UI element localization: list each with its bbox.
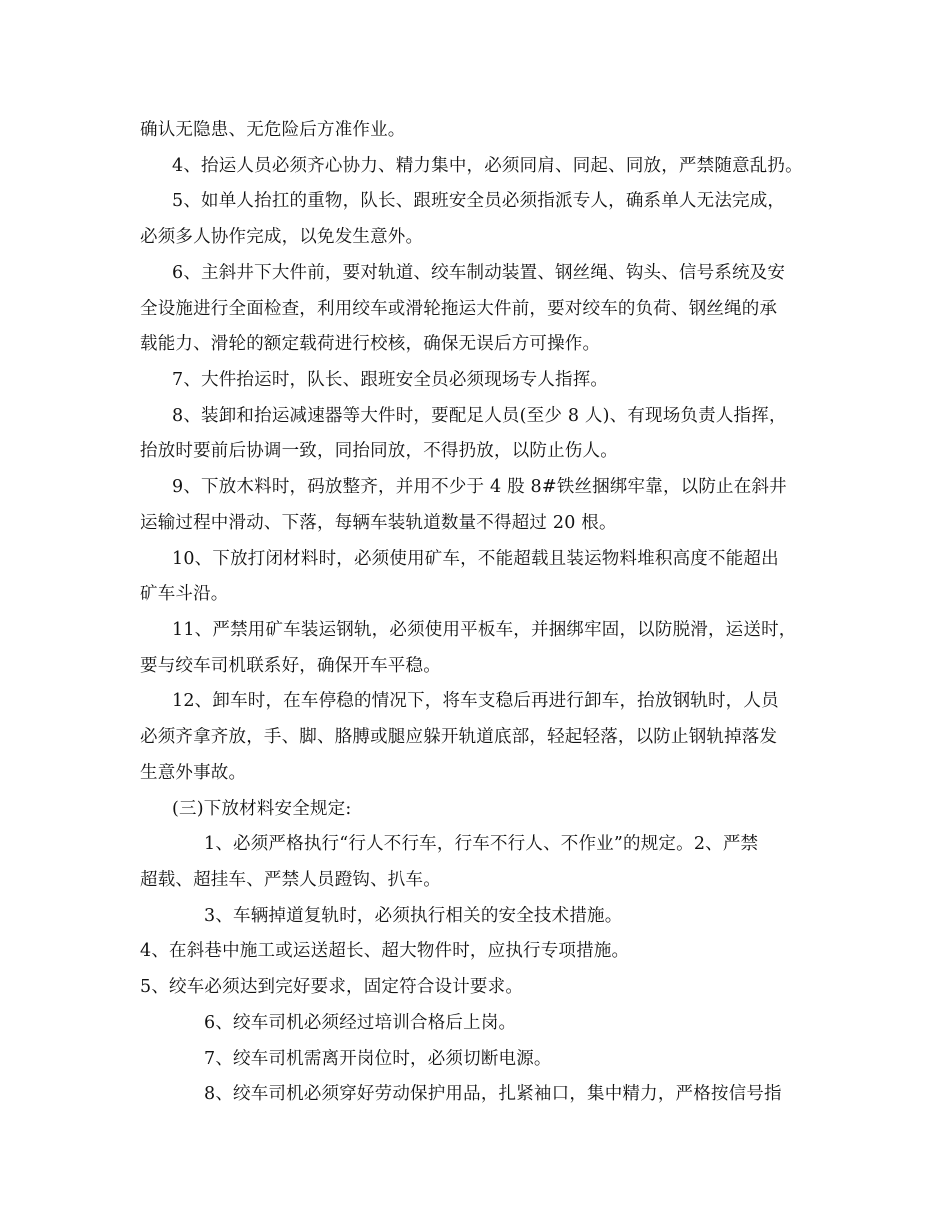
text-line: 必须齐拿齐放，手、脚、胳膊或腿应躲开轨道底部，轻起轻落，以防止钢轨掉落发: [140, 727, 778, 747]
text-line: 超载、超挂车、严禁人员蹬钩、扒车。: [140, 870, 441, 890]
text-line: 6、绞车司机必须经过培训合格后上岗。: [204, 1013, 517, 1033]
text-line: 矿车斗沿。: [140, 584, 229, 604]
text-line: 必须多人协作完成，以免发生意外。: [140, 227, 424, 247]
text-line: 3、车辆掉道复轨时，必须执行相关的安全技术措施。: [204, 906, 623, 926]
text-line: 10、下放打闭材料时，必须使用矿车，不能超载且装运物料堆积高度不能超出: [172, 549, 779, 569]
text-line: 12、卸车时，在车停稳的情况下，将车支稳后再进行卸车，抬放钢轨时，人员: [172, 691, 779, 711]
text-line: 1、必须严格执行“行人不行车，行车不行人、不作业”的规定。2、严禁: [204, 834, 759, 854]
text-line: 8、绞车司机必须穿好劳动保护用品，扎紧袖口，集中精力，严格按信号指: [204, 1084, 782, 1104]
section-heading: (三)下放材料安全规定:: [172, 799, 352, 819]
text-line: 7、绞车司机需离开岗位时，必须切断电源。: [204, 1049, 552, 1069]
text-line: 全设施进行全面检查，利用绞车或滑轮拖运大件前，要对绞车的负荷、钢丝绳的承: [140, 299, 778, 319]
text-line: 生意外事故。: [140, 763, 247, 783]
text-line: 8、装卸和抬运减速器等大件时，要配足人员(至少 8 人)、有现场负责人指挥，: [172, 406, 787, 426]
text-line: 11、严禁用矿车装运钢轨，必须使用平板车，并捆绑牢固，以防脱滑，运送时，: [172, 620, 797, 640]
text-line: 要与绞车司机联系好，确保开车平稳。: [140, 656, 441, 676]
text-line: 运输过程中滑动、下落，每辆车装轨道数量不得超过 20 根。: [140, 513, 617, 533]
text-line: 4、在斜巷中施工或运送超长、超大物件时，应执行专项措施。: [140, 941, 630, 961]
text-line: 载能力、滑轮的额定载荷进行校核，确保无误后方可操作。: [140, 334, 601, 354]
text-line: 4、抬运人员必须齐心协力、精力集中，必须同肩、同起、同放，严禁随意乱扔。: [172, 156, 803, 176]
text-line: 9、下放木料时，码放整齐，并用不少于 4 股 8#铁丝捆绑牢靠，以防止在斜井: [172, 477, 787, 497]
text-line: 7、大件抬运时，队长、跟班安全员必须现场专人指挥。: [172, 370, 609, 390]
text-line: 5、绞车必须达到完好要求，固定符合设计要求。: [140, 977, 524, 997]
text-line: 确认无隐患、无危险后方准作业。: [140, 120, 406, 140]
text-line: 6、主斜井下大件前，要对轨道、绞车制动装置、钢丝绳、钩头、信号系统及安: [172, 263, 786, 283]
text-line: 5、如单人抬扛的重物，队长、跟班安全员必须指派专人，确系单人无法完成，: [172, 191, 786, 211]
text-line: 抬放时要前后协调一致，同抬同放，不得扔放，以防止伤人。: [140, 441, 618, 461]
